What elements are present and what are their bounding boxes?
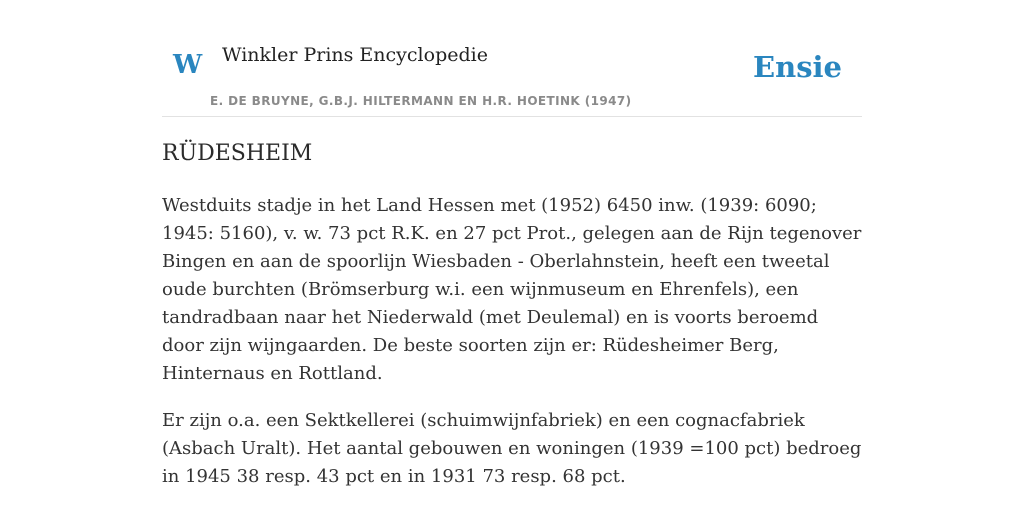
ensie-brand-logo[interactable]: Ensie <box>753 50 842 84</box>
entry-body <box>162 192 862 510</box>
entry-paragraph: Er zijn o.a. een Sektkellerei (schuimwijnfabriek) en een cognacfabriek (Asbach Uralt). Het aantal gebouwen en woningen (1939 =100 pct) bedroeg in 1945 38 resp. 43 pct en in 1931 73 resp. 68 pct. <box>162 410 862 487</box>
entry-paragraph: Westduits stadje in het Land Hessen met (1952) 6450 inw. (1939: 6090; 1945: 5160), v. w. 73 pct R.K. en 27 pct Prot., gelegen aan de Rijn tegenover Bingen en aan de spoorlijn Wiesbaden - Oberlahnstein, heeft een tweetal oude burchten (Brömserburg w.i. een wijnmuseum en Ehrenfels), een tandradbaan naar het Niederwald (met Deulemal) en is voorts beroemd door zijn wijngaarden. De beste soorten zijn er: Rüdesheimer Berg, Hinternaus en Rottland. <box>162 195 862 384</box>
encyclopedia-card <box>162 0 862 487</box>
entry-title: RÜDESHEIM <box>162 141 313 166</box>
publication-title[interactable]: Winkler Prins Encyclopedie <box>222 44 488 66</box>
publication-logo[interactable]: W <box>173 50 203 80</box>
publication-authors: E. DE BRUYNE, G.B.J. HILTERMANN EN H.R. HOETINK (1947) <box>210 94 632 108</box>
publication-header <box>162 0 862 117</box>
